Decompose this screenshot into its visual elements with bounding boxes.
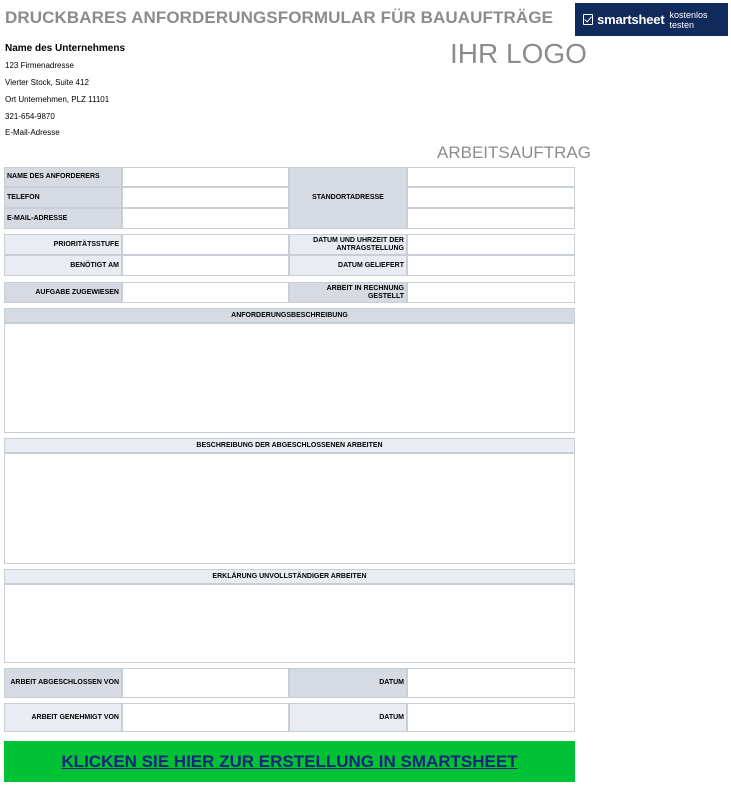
priority-field[interactable] [122,234,289,255]
company-address-line1: 123 Firmenadresse [5,61,74,70]
request-date-field[interactable] [407,234,575,255]
requester-phone-label: TELEFON [4,187,122,208]
completed-work-field[interactable] [4,453,575,564]
page-title: DRUCKBARES ANFORDERUNGSFORMULAR FÜR BAUAUFTRÄGE [5,8,554,27]
requester-phone-field[interactable] [122,187,289,208]
completed-work-header: BESCHREIBUNG DER ABGESCHLOSSENEN ARBEITEN [4,438,575,453]
logo-placeholder: IHR LOGO [450,38,587,69]
form-title: ARBEITSAUFTRAG [437,143,591,162]
checkmark-icon [583,14,593,25]
billed-label: ARBEIT IN RECHNUNG GESTELLT [289,282,407,303]
company-email: E-Mail-Adresse [5,128,60,137]
brand-cta-text: kostenlos testen [669,9,708,30]
assigned-label: AUFGABE ZUGEWIESEN [4,282,122,303]
needed-by-field[interactable] [122,255,289,276]
completed-by-field[interactable] [122,668,289,698]
completed-date-field[interactable] [407,668,575,698]
company-address-line2: Vierter Stock, Suite 412 [5,78,89,87]
company-phone: 321-654-9870 [5,112,55,121]
approved-by-label: ARBEIT GENEHMIGT VON [4,703,122,732]
completed-date-label: DATUM [289,668,407,698]
billed-field[interactable] [407,282,575,303]
incomplete-work-field[interactable] [4,584,575,663]
site-address-field-3[interactable] [407,208,575,229]
requester-name-label: NAME DES ANFORDERERS [4,167,122,187]
priority-label: PRIORITÄTSSTUFE [4,234,122,255]
delivered-date-field[interactable] [407,255,575,276]
request-description-field[interactable] [4,323,575,433]
site-address-field-1[interactable] [407,167,575,187]
requester-email-field[interactable] [122,208,289,229]
approved-date-field[interactable] [407,703,575,732]
smartsheet-trial-button[interactable] [575,3,728,36]
completed-by-label: ARBEIT ABGESCHLOSSEN VON [4,668,122,698]
approved-date-label: DATUM [289,703,407,732]
assigned-field[interactable] [122,282,289,303]
company-city: Ort Unternehmen, PLZ 11101 [5,95,110,104]
site-address-field-2[interactable] [407,187,575,208]
approved-by-field[interactable] [122,703,289,732]
request-description-header: ANFORDERUNGSBESCHREIBUNG [4,308,575,323]
brand-name: smartsheet [597,12,665,27]
create-in-smartsheet-banner[interactable] [4,741,575,782]
request-date-label: DATUM UND UHRZEIT DER ANTRAGSTELLUNG [289,234,407,255]
site-address-label: STANDORTADRESSE [289,167,407,229]
incomplete-work-header: ERKLÄRUNG UNVOLLSTÄNDIGER ARBEITEN [4,569,575,584]
requester-email-label: E-MAIL-ADRESSE [4,208,122,229]
create-in-smartsheet-link[interactable]: KLICKEN SIE HIER ZUR ERSTELLUNG IN SMARTSHEET [61,751,518,771]
requester-name-field[interactable] [122,167,289,187]
needed-by-label: BENÖTIGT AM [4,255,122,276]
company-name: Name des Unternehmens [5,43,126,54]
delivered-date-label: DATUM GELIEFERT [289,255,407,276]
